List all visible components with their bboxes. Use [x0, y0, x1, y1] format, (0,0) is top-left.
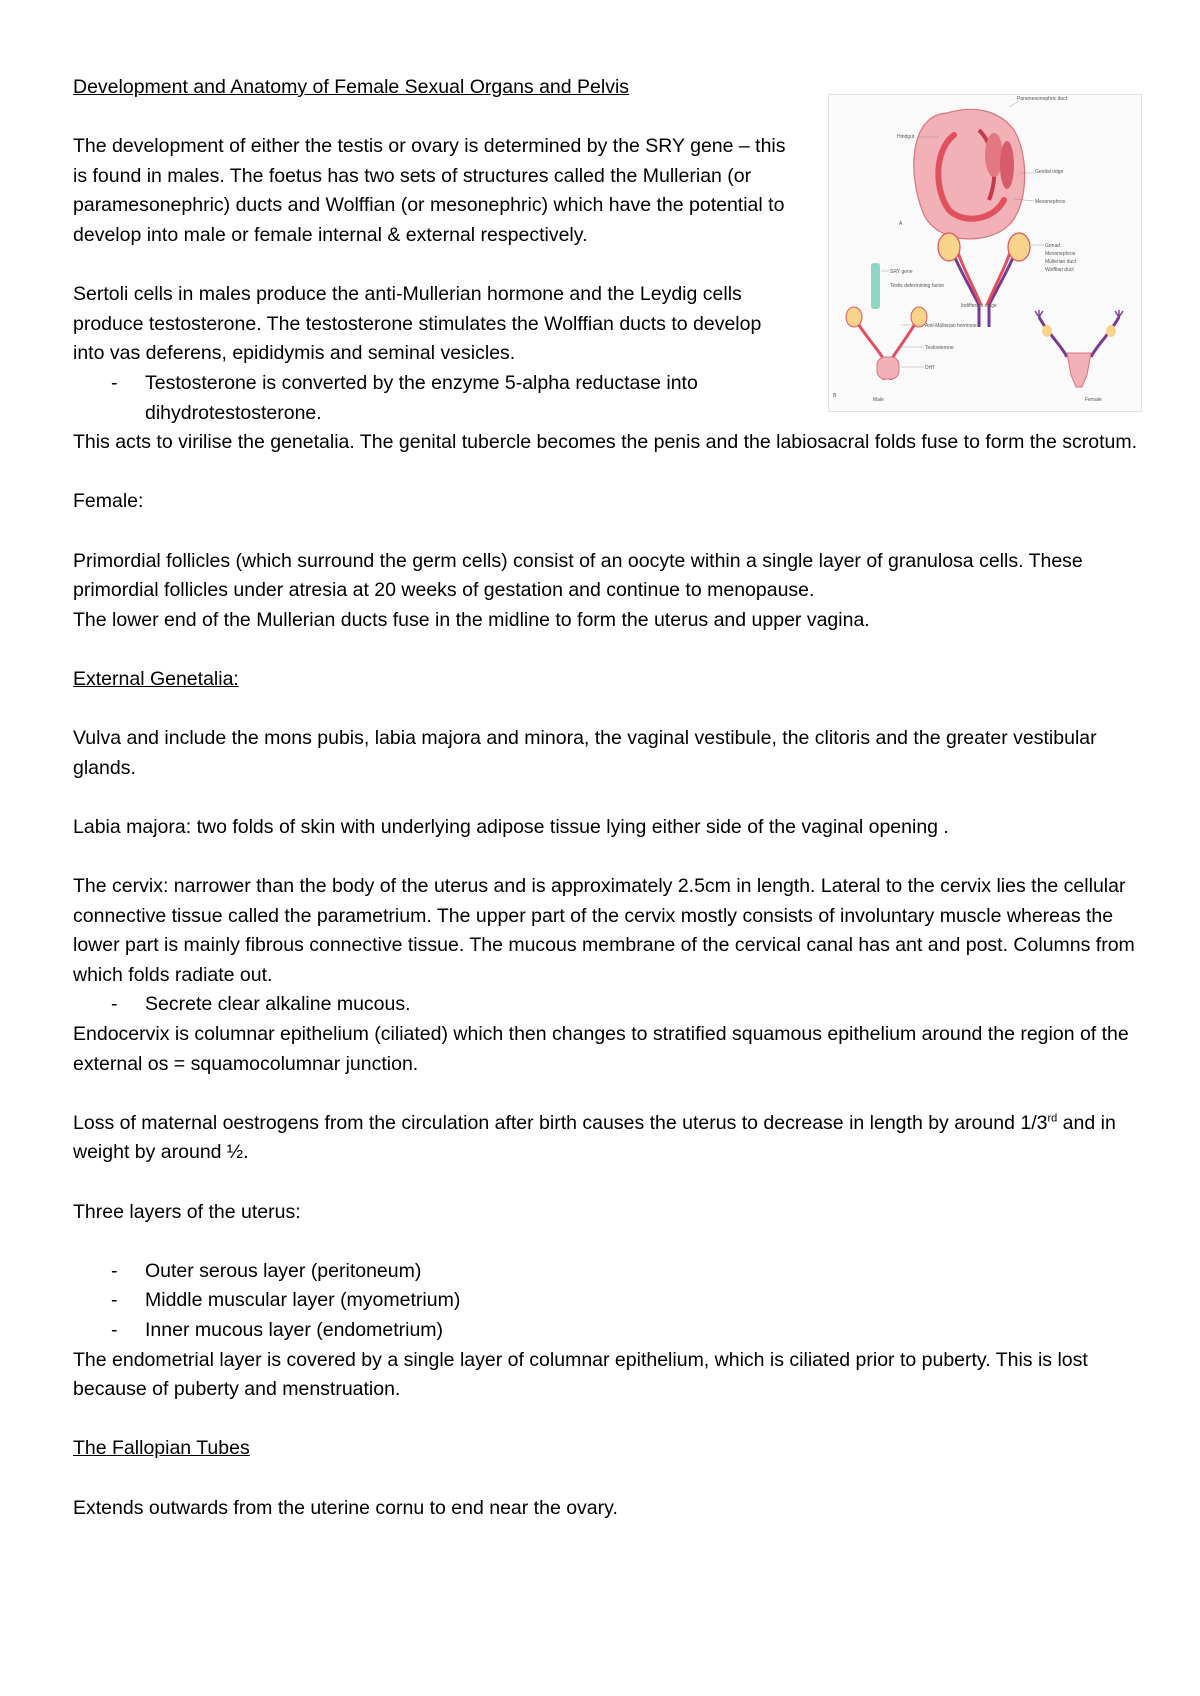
oestrogen-text-end: and in weight by around ½. [73, 1111, 1116, 1164]
label-testis-factor: Testis determining factor [890, 283, 945, 289]
list-item: - Outer serous layer (peritoneum) [73, 1257, 1138, 1287]
female-paragraph-1: Primordial follicles (which surround the germ cells) consist of an oocyte within a single layer of granulosa cells. These primordial follicles under atresia at 20 weeks of gestation and continue to menopause. [73, 549, 1083, 602]
fallopian-paragraph: Extends outwards from the uterine cornu to end near the ovary. [73, 1496, 618, 1519]
label-panel-b: B [833, 393, 837, 399]
list-item: - Testosterone is converted by the enzyme 5-alpha reductase into dihydrotestosterone. [73, 369, 788, 428]
oestrogen-text: Loss of maternal oestrogens from the circulation after birth causes the uterus to decrease in length by around 1/3 [73, 1111, 1048, 1134]
intro-bullet-list [73, 369, 788, 428]
label-hindgut: Hindgut [897, 134, 915, 140]
label-male: Male [873, 397, 884, 403]
endometrial-paragraph: The endometrial layer is covered by a single layer of columnar epithelium, which is ciliated prior to puberty. This is lost because of puberty and menstruation. [73, 1348, 1088, 1401]
external-paragraph-2: Labia majora: two folds of skin with underlying adipose tissue lying either side of the vaginal opening . [73, 815, 949, 838]
fallopian-heading: The Fallopian Tubes [73, 1437, 250, 1460]
uterus-layers-intro: Three layers of the uterus: [73, 1200, 301, 1223]
label-testosterone: Testosterone [925, 345, 954, 351]
external-genetalia-heading: External Genetalia: [73, 667, 239, 690]
uterus-layers-list [73, 1257, 1138, 1346]
list-item: - Middle muscular layer (myometrium) [73, 1286, 1138, 1316]
external-paragraph-1: Vulva and include the mons pubis, labia majora and minora, the vaginal vestibule, the clitoris and the greater vestibular glands. [73, 727, 1097, 779]
female-heading: Female: [73, 490, 144, 513]
document-body [73, 73, 1138, 1553]
label-amh: Anti-Müllerian hormone [925, 323, 977, 329]
list-item: - Inner mucous layer (endometrium) [73, 1316, 1138, 1346]
intro-paragraph-2: Sertoli cells in males produce the anti-Mullerian hormone and the Leydig cells produce testosterone. The testosterone stimulates the Wolffian ducts to develop into vas deferens, epididymis and seminal vesicles. [73, 283, 762, 365]
label-panel-a: A [899, 221, 903, 227]
intro-paragraph-3: This acts to virilise the genetalia. The genital tubercle becomes the penis and the labiosacral folds fuse to form the scrotum. [73, 431, 1138, 454]
label-gonad: Gonad [1045, 243, 1061, 249]
label-wolffian-duct: Wolffian duct [1045, 267, 1074, 273]
label-genital-ridge: Genital ridge [1035, 169, 1064, 175]
label-paramesonephric: Paramesonephric duct [1017, 96, 1068, 102]
label-sry-gene: SRY gene [890, 269, 913, 275]
endocervix-paragraph: Endocervix is columnar epithelium (ciliated) which then changes to stratified squamous epithelium around the region of the external os = squamocolumnar junction. [73, 1023, 1129, 1075]
label-mullerian-duct: Müllerian duct [1045, 259, 1077, 265]
label-mesonephros: Mesonephros [1035, 199, 1066, 205]
cervix-bullet-list [73, 990, 1138, 1020]
oestrogen-paragraph [73, 1109, 1138, 1168]
list-item: - Secrete clear alkaline mucous. [73, 990, 1138, 1020]
label-indifferent-stage: Indifferent stage [961, 303, 997, 309]
intro-paragraph-1: The development of either the testis or ovary is determined by the SRY gene – this is found in males. The foetus has two sets of structures called the Mullerian (or paramesonephric) ducts and Wolffian (or mesonephric) which have the potential to develop into male or female internal & external respectively. [73, 135, 786, 246]
ordinal-suffix: rd [1047, 1112, 1058, 1125]
cervix-paragraph: The cervix: narrower than the body of the uterus and is approximately 2.5cm in length. Lateral to the cervix lies the cellular connective tissue called the parametrium. The upper part of the cervix mostly consists of involuntary muscle whereas the lower part is mainly fibrous connective tissue. The mucous membrane of the cervical canal has ant and post. Columns from which folds radiate out. [73, 875, 1135, 986]
label-dht: DHT [925, 365, 936, 371]
female-paragraph-2: The lower end of the Mullerian ducts fuse in the midline to form the uterus and upper vagina. [73, 608, 870, 631]
page-title: Development and Anatomy of Female Sexual Organs and Pelvis [73, 76, 630, 98]
label-mesonephros-2: Mesonephros [1045, 251, 1076, 257]
label-female: Female [1085, 397, 1102, 403]
